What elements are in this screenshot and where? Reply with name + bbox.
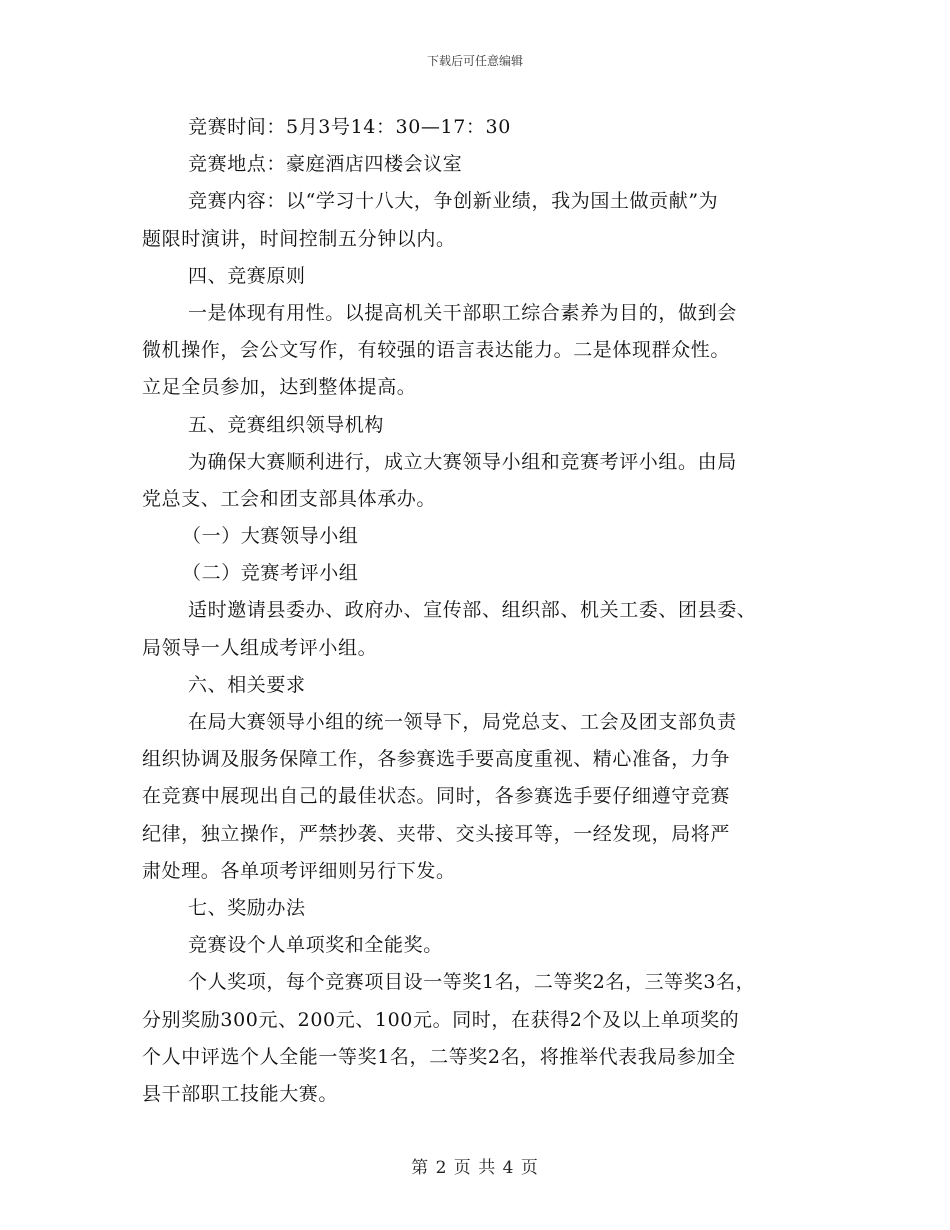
subsection-heading: （一）大赛领导小组 xyxy=(182,525,359,548)
paragraph-line: 竞赛地点：豪庭酒店四楼会议室 xyxy=(188,153,463,176)
paragraph-line: 为确保大赛顺利进行，成立大赛领导小组和竞赛考评小组。由局 xyxy=(188,450,737,473)
section-heading: 五、竞赛组织领导机构 xyxy=(188,413,385,436)
paragraph-line: 在局大赛领导小组的统一领导下，局党总支、工会及团支部负责 xyxy=(188,711,737,733)
paragraph-line: 立足全员参加，达到整体提高。 xyxy=(142,376,417,399)
subsection-heading: （二）竞赛考评小组 xyxy=(182,562,359,585)
section-heading: 四、竞赛原则 xyxy=(188,264,306,287)
paragraph-line: 县干部职工技能大赛。 xyxy=(142,1082,339,1105)
paragraph-line: 局领导一人组成考评小组。 xyxy=(142,636,378,659)
section-heading: 六、相关要求 xyxy=(188,673,306,696)
paragraph-line: 个人奖项，每个竞赛项目设一等奖1名，二等奖2名，三等奖3名， xyxy=(188,971,756,994)
document-body xyxy=(142,109,822,1113)
page-header: 下载后可任意编辑 xyxy=(426,54,523,68)
paragraph-line: 分别奖励300元、200元、100元。同时，在获得2个及以上单项奖的 xyxy=(142,1008,740,1031)
paragraph-line: 个人中评选个人全能一等奖1名，二等奖2名，将推举代表我局参加全 xyxy=(142,1045,736,1068)
paragraph-line: 在竞赛中展现出自己的最佳状态。同时，各参赛选手要仔细遵守竞赛 xyxy=(142,785,731,808)
paragraph-line: 党总支、工会和团支部具体承办。 xyxy=(142,487,437,510)
paragraph-line: 竞赛设个人单项奖和全能奖。 xyxy=(188,934,443,957)
paragraph-line: 题限时演讲，时间控制五分钟以内。 xyxy=(142,227,456,250)
page-footer: 第 2 页 共 4 页 xyxy=(411,1158,539,1178)
paragraph-line: 竞赛时间：5月3号14：30—17：30 xyxy=(188,116,511,138)
paragraph-line: 适时邀请县委办、政府办、宣传部、组织部、机关工委、团县委、 xyxy=(188,599,757,622)
paragraph-line: 微机操作，会公文写作，有较强的语言表达能力。二是体现群众性。 xyxy=(142,339,731,362)
paragraph-line: 一是体现有用性。以提高机关干部职工综合素养为目的，做到会 xyxy=(188,301,737,324)
paragraph-line: 组织协调及服务保障工作，各参赛选手要高度重视、精心准备，力争 xyxy=(142,748,731,771)
paragraph-line: 竞赛内容：以“学习十八大，争创新业绩，我为国土做贡献”为 xyxy=(188,190,719,213)
paragraph-line: 纪律，独立操作，严禁抄袭、夹带、交头接耳等，一经发现，局将严 xyxy=(142,822,731,845)
section-heading: 七、奖励办法 xyxy=(188,896,306,919)
paragraph-line: 肃处理。各单项考评细则另行下发。 xyxy=(142,859,456,882)
